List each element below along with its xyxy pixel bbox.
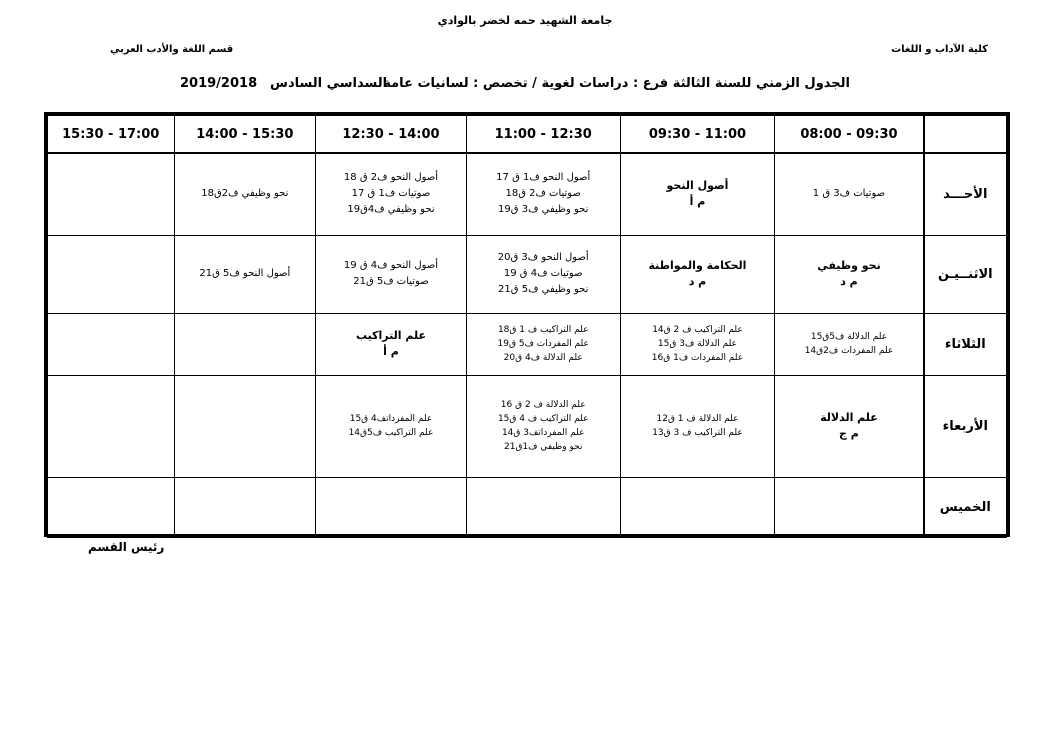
corner-cell — [924, 116, 1007, 154]
session-entry — [625, 178, 771, 210]
schedule-title — [180, 76, 850, 96]
schedule-cell — [48, 235, 175, 313]
schedule-cell — [316, 153, 467, 235]
session-line: أصول النحو ف4 ق 19 — [343, 260, 439, 271]
schedule-cell — [174, 153, 316, 235]
session-line: صوتيات ف4 ق 19 — [503, 268, 583, 279]
session-line: نحو وظيفي ف2ق18 — [201, 188, 289, 200]
schedule-cell — [174, 375, 316, 477]
session-line: علم الدلالة — [820, 411, 878, 424]
session-entry — [179, 266, 312, 282]
time-slot-header-row — [48, 116, 1007, 154]
session-line: علم التراكيب ف 4 ق15 — [497, 414, 589, 424]
session-entry — [625, 412, 771, 440]
session-entry — [179, 186, 312, 202]
schedule-cell — [466, 153, 620, 235]
day-label: الاثنــيـن — [924, 235, 1007, 313]
department-head-signature: رئيس القسم — [88, 540, 165, 554]
schedule-cell — [775, 153, 924, 235]
session-line: علم المفردات ف2ق14 — [804, 346, 894, 356]
session-entry — [779, 330, 918, 358]
session-line: علم التراكيب ف 3 ق13 — [652, 428, 743, 438]
day-row — [48, 375, 1007, 477]
session-line: علم التراكيب ف 2 ق14 — [652, 325, 743, 335]
day-row — [48, 153, 1007, 235]
schedule-cell — [620, 375, 775, 477]
session-line: علم الدلالة ف3 ق15 — [657, 339, 738, 349]
session-entry — [471, 323, 616, 365]
day-row — [48, 235, 1007, 313]
schedule-cell — [174, 313, 316, 375]
session-line: نحو وظيفي ف5 ق21 — [498, 284, 589, 295]
session-line: نحو وظيفي ف3 ق19 — [498, 204, 589, 216]
session-entry — [320, 328, 462, 360]
session-line: أصول النحو ف5 ق21 — [199, 268, 291, 279]
schedule-cell — [466, 477, 620, 537]
schedule-cell — [48, 375, 175, 477]
schedule-cell — [48, 313, 175, 375]
day-row — [48, 477, 1007, 537]
schedule-cell — [466, 235, 620, 313]
time-slot-header: 09:30 - 11:00 — [620, 116, 775, 154]
time-slot-header: 08:00 - 09:30 — [775, 116, 924, 154]
session-line: صوتيات ف1 ق 17 — [351, 188, 431, 200]
session-line: علم الدلالة ف5ق15 — [810, 332, 888, 342]
department-name: قسم اللغة والأدب العربي — [110, 44, 234, 55]
schedule-cell — [775, 477, 924, 537]
schedule-cell — [48, 153, 175, 235]
session-line: م ج — [839, 427, 859, 440]
time-slot-header: 14:00 - 15:30 — [174, 116, 316, 154]
schedule-cell — [174, 235, 316, 313]
title-main: الجدول الزمني للسنة الثالثة فرع : دراسات لغوية / تخصص : لسانيات عامة — [383, 76, 850, 91]
session-entry — [779, 410, 918, 442]
schedule-cell — [316, 313, 467, 375]
session-line: علم المفردات ف5 ق19 — [497, 339, 589, 349]
session-line: علم التراكيب ف5ق14 — [348, 428, 434, 438]
day-label: الخميس — [924, 477, 1007, 537]
session-line: علم الدلالة ف4 ق20 — [503, 353, 583, 363]
session-entry — [471, 250, 616, 298]
session-line: صوتيات ف2 ق18 — [505, 188, 581, 200]
schedule-table — [47, 115, 1007, 538]
session-line: م أ — [383, 345, 399, 358]
session-line: أصول النحو ف3 ق20 — [497, 252, 589, 263]
session-line: الحكامة والمواطنة — [648, 259, 747, 272]
schedule-cell — [316, 375, 467, 477]
session-entry — [625, 258, 771, 290]
university-name: جامعة الشهيد حمه لخضر بالوادي — [437, 14, 613, 27]
session-line: علم الدلالة ف 2 ق 16 — [500, 400, 586, 410]
session-line: علم المفرداتف4 ق15 — [349, 414, 433, 424]
session-line: أصول النحو ف2 ق 18 — [343, 172, 439, 184]
day-label: الأحـــد — [924, 153, 1007, 235]
schedule-cell — [775, 235, 924, 313]
session-line: نحو وظيفي — [817, 259, 881, 272]
session-entry — [625, 323, 771, 365]
schedule-grid — [44, 112, 1010, 537]
session-entry — [320, 170, 462, 218]
session-line: أصول النحو — [666, 179, 729, 193]
session-line: م د — [688, 275, 707, 288]
session-entry — [779, 186, 918, 202]
day-row — [48, 313, 1007, 375]
schedule-cell — [620, 477, 775, 537]
schedule-cell — [466, 375, 620, 477]
schedule-cell — [775, 313, 924, 375]
session-line: نحو وظيفي ف1ق21 — [503, 442, 583, 452]
session-line: علم الدلالة ف 1 ق12 — [656, 414, 739, 424]
schedule-cell — [620, 235, 775, 313]
schedule-cell — [466, 313, 620, 375]
session-line: أصول النحو ف1 ق 17 — [496, 172, 591, 184]
session-entry — [779, 258, 918, 290]
session-line: علم المفردات ف1 ق16 — [651, 353, 744, 363]
session-line: صوتيات ف3 ق 1 — [812, 188, 886, 200]
time-slot-header: 11:00 - 12:30 — [466, 116, 620, 154]
schedule-cell — [48, 477, 175, 537]
day-label: الثلاثاء — [924, 313, 1007, 375]
session-line: علم التراكيب ف 1 ق18 — [497, 325, 589, 335]
schedule-cell — [620, 313, 775, 375]
day-label: الأربعاء — [924, 375, 1007, 477]
time-slot-header: 15:30 - 17:00 — [48, 116, 175, 154]
session-line: علم المفرداتف3 ق14 — [501, 428, 585, 438]
schedule-cell — [316, 235, 467, 313]
faculty-name: كلية الآداب و اللغات — [891, 44, 988, 55]
schedule-cell — [174, 477, 316, 537]
session-entry — [471, 170, 616, 218]
schedule-cell — [620, 153, 775, 235]
session-line: م د — [840, 275, 858, 288]
academic-year: 2019/2018 — [180, 76, 258, 91]
session-entry — [320, 258, 462, 290]
schedule-cell — [775, 375, 924, 477]
session-entry — [320, 412, 462, 440]
semester-label: السداسي السادس — [270, 76, 388, 91]
session-line: نحو وظيفي ف4ق19 — [347, 204, 435, 216]
session-line: م أ — [689, 195, 706, 209]
time-slot-header: 12:30 - 14:00 — [316, 116, 467, 154]
session-line: علم التراكيب — [355, 329, 426, 342]
session-entry — [471, 398, 616, 454]
session-line: صوتيات ف5 ق21 — [353, 276, 429, 287]
schedule-cell — [316, 477, 467, 537]
